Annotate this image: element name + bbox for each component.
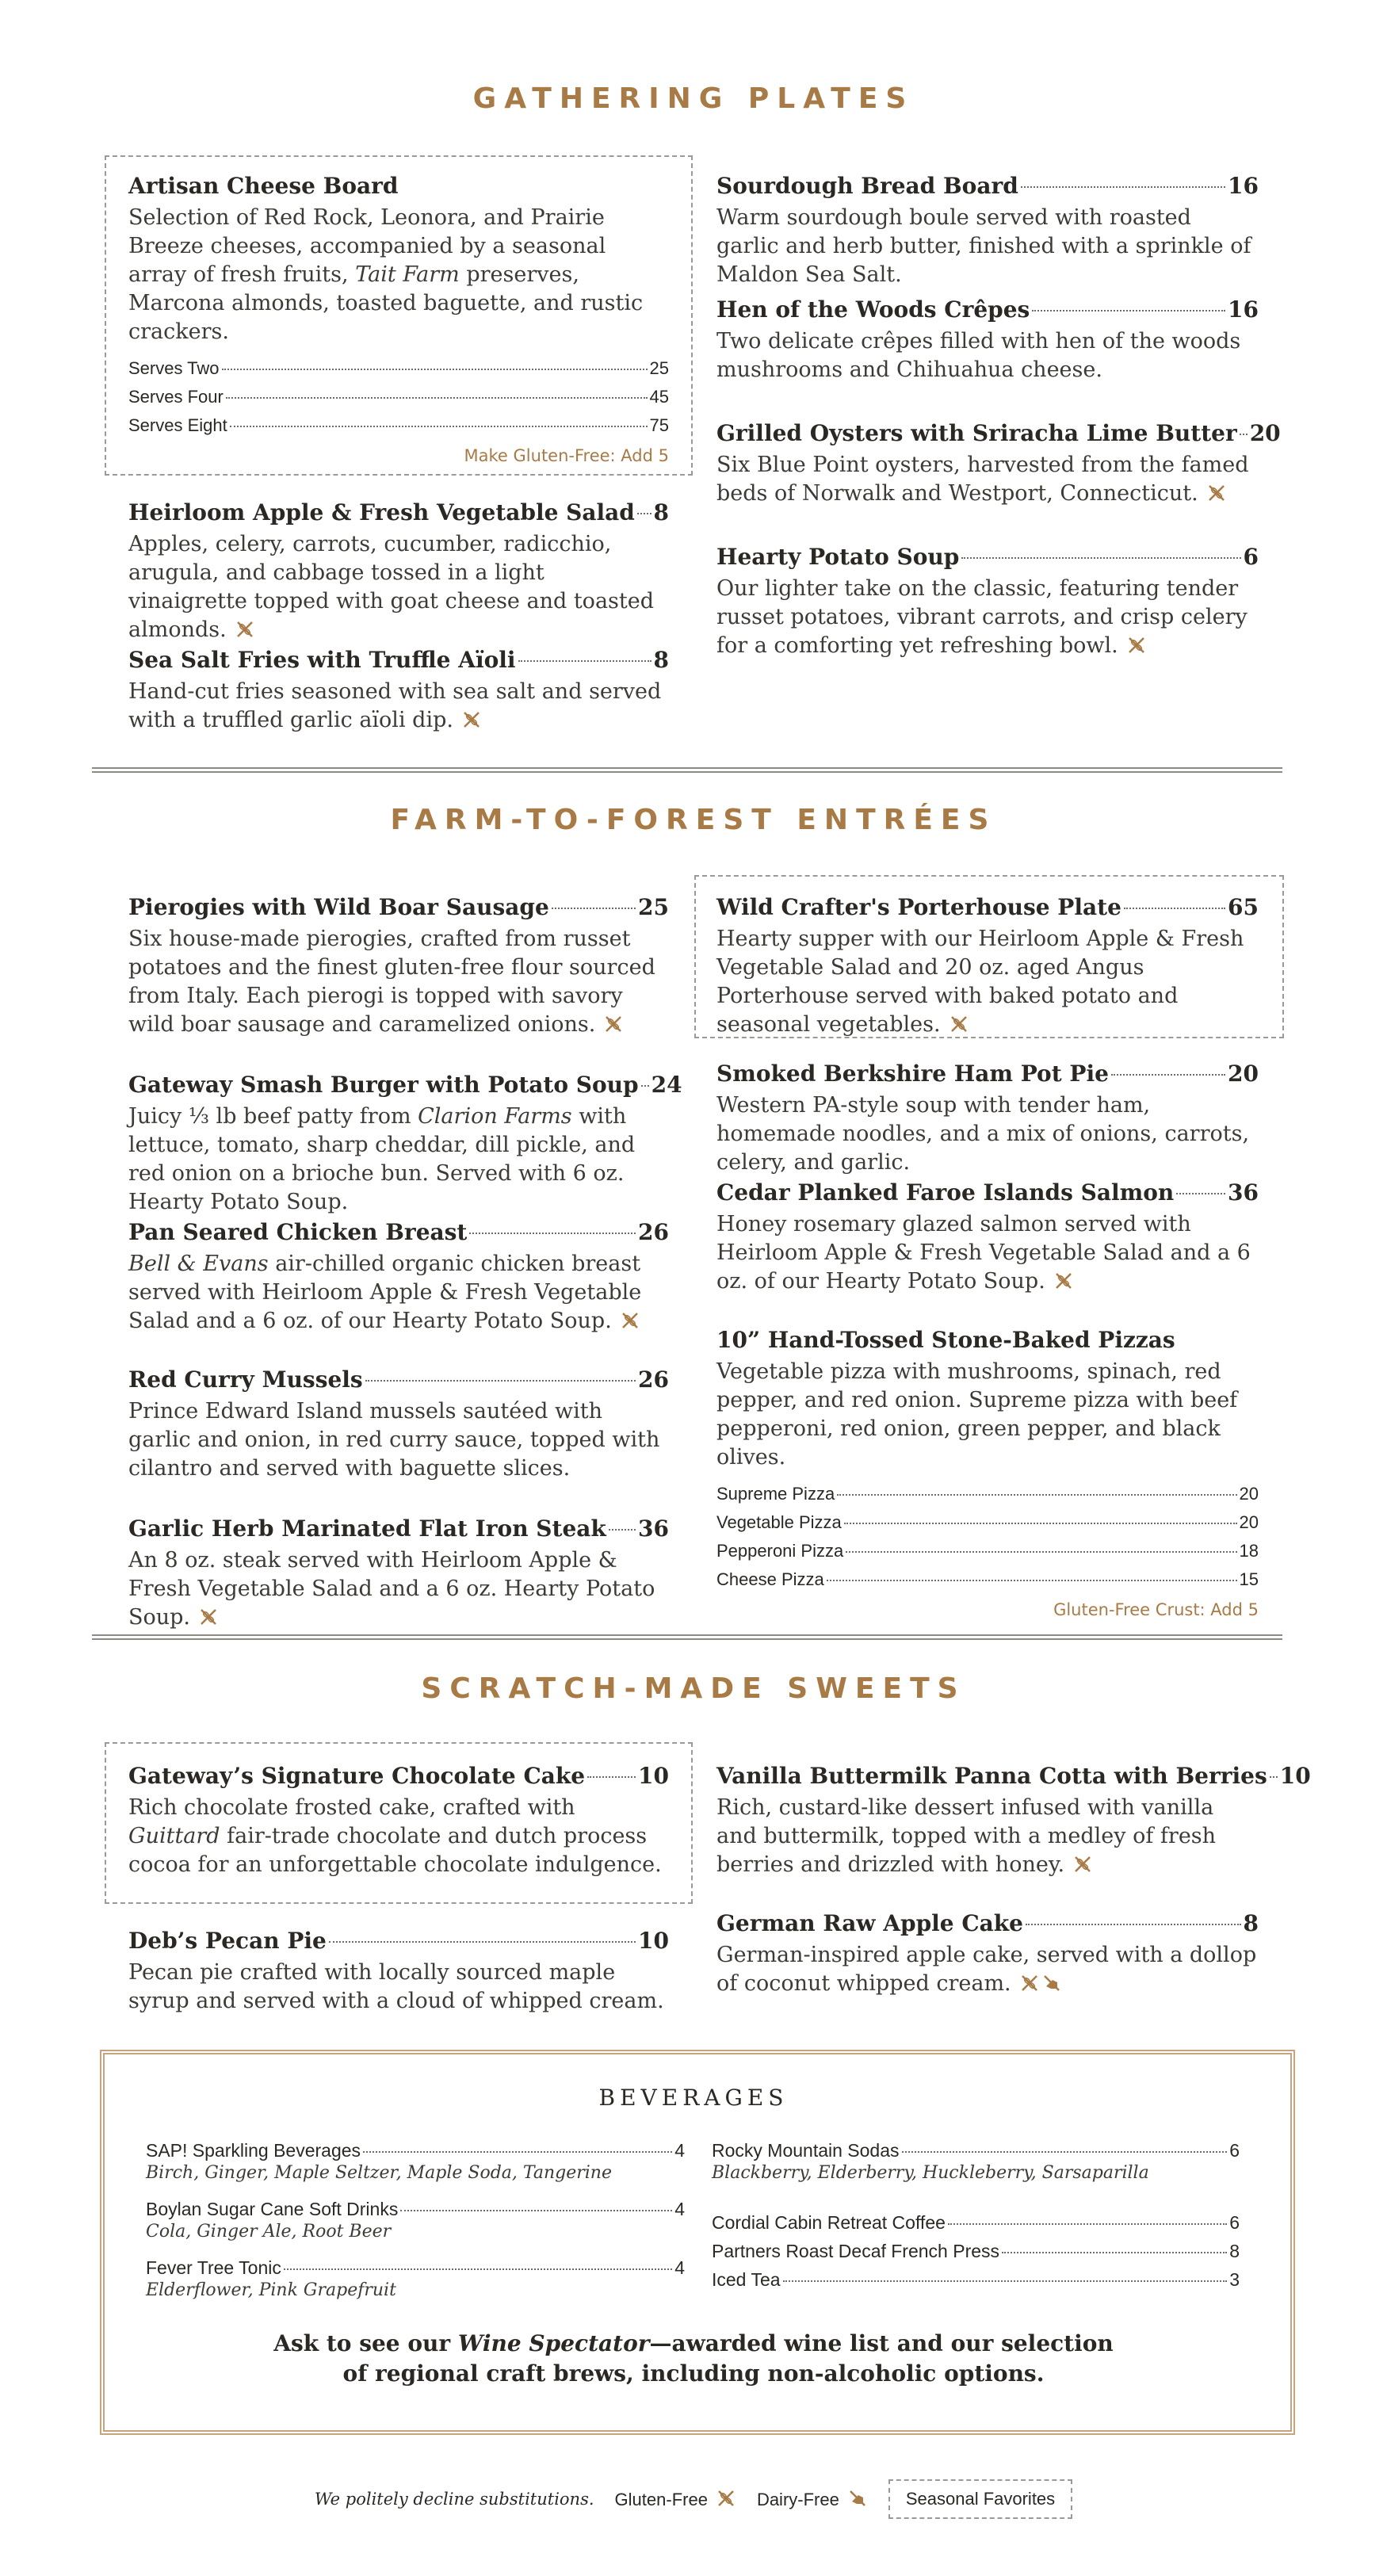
gluten-free-icon <box>1206 483 1227 503</box>
menu-item-panna-cotta: Vanilla Buttermilk Panna Cotta with Berries 10 Rich, custard-like dessert infused with vanilla and buttermilk, topped with a medley of fresh berries and drizzled with honey. <box>716 1763 1311 1877</box>
option-row: Pepperoni Pizza 18 <box>716 1541 1259 1561</box>
legend-seasonal-favorites: Seasonal Favorites <box>888 2479 1072 2519</box>
legend-dairy-free: Dairy-Free <box>757 2488 868 2510</box>
substitutions-note: We politely decline substitutions. <box>314 2490 594 2509</box>
beverage-item: SAP! Sparkling Beverages 4 Birch, Ginger, Maple Seltzer, Maple Soda, Tangerine <box>146 2140 685 2183</box>
beverages-title: BEVERAGES <box>598 2085 789 2111</box>
gluten-free-icon <box>198 1607 219 1627</box>
gluten-free-note: Make Gluten-Free: Add 5 <box>464 446 669 465</box>
menu-item-crepes: Hen of the Woods Crêpes 16 Two delicate crêpes filled with hen of the woods mushrooms and Chihuahua cheese. <box>716 296 1259 382</box>
beverage-item: Boylan Sugar Cane Soft Drinks 4 Cola, Ginger Ale, Root Beer <box>146 2199 685 2242</box>
menu-item-apple-cake: German Raw Apple Cake 8 German-inspired apple cake, served with a dollop of coconut whipped cream. <box>716 1910 1259 1996</box>
legend-gluten-free: Gluten-Free <box>615 2488 736 2510</box>
menu-item-pierogies: Pierogies with Wild Boar Sausage 25 Six house-made pierogies, crafted from russet potatoes and the finest gluten-free flour sourced from Italy. Each pierogi is topped with savory wild boar sausage and caramelized onions. <box>128 894 669 1037</box>
gluten-free-icon <box>1126 635 1147 655</box>
section-divider <box>92 767 1282 773</box>
gluten-free-icon <box>603 1014 624 1034</box>
beverage-item: Cordial Cabin Retreat Coffee 6 Partners Roast Decaf French Press 8 Iced Tea 3 <box>712 2212 1240 2290</box>
beverage-item: Rocky Mountain Sodas 6 Blackberry, Elderberry, Huckleberry, Sarsaparilla <box>712 2140 1240 2183</box>
section-divider <box>92 1634 1282 1640</box>
gluten-free-icon <box>1072 1854 1093 1875</box>
menu-item-pecan-pie: Deb’s Pecan Pie 10 Pecan pie crafted with locally sourced maple syrup and served with a cloud of whipped cream. <box>128 1928 669 2013</box>
option-row: Serves Eight 75 <box>128 415 669 435</box>
gluten-free-crust-note: Gluten-Free Crust: Add 5 <box>1053 1600 1259 1619</box>
menu-item-pizzas: 10” Hand-Tossed Stone-Baked Pizzas Vegetable pizza with mushrooms, spinach, red pepper, and red onion. Supreme pizza with beef pepperoni, red onion, green pepper, and black olives. Supreme Pizza 20 Vegetable Pizza 20 Pepperoni Pizza 18 Cheese Pizza 15 Gluten-Free Crust: Add 5 <box>716 1327 1259 1619</box>
section-title-entrees: FARM-TO-FOREST ENTRÉES <box>390 804 997 836</box>
option-row: Cheese Pizza 15 <box>716 1569 1259 1589</box>
menu-item-oysters: Grilled Oysters with Sriracha Lime Butter 20 Six Blue Point oysters, harvested from the famed beds of Norwalk and Westport, Connecticut. <box>716 420 1281 506</box>
dairy-free-icon <box>847 2488 868 2509</box>
option-row: Serves Four 45 <box>128 387 669 407</box>
section-title-sweets: SCRATCH-MADE SWEETS <box>421 1672 966 1705</box>
menu-item-ham-pot-pie: Smoked Berkshire Ham Pot Pie 20 Western PA-style soup with tender ham, homemade noodles, and a mix of onions, carrots, celery, and garlic. <box>716 1061 1259 1175</box>
gluten-free-icon <box>461 709 482 730</box>
gluten-free-icon <box>620 1310 640 1331</box>
menu-item-bread: Sourdough Bread Board 16 Warm sourdough boule served with roasted garlic and herb butter, finished with a sprinkle of Maldon Sea Salt. <box>716 173 1259 287</box>
gluten-free-icon <box>1053 1271 1074 1291</box>
item-desc: Selection of Red Rock, Leonora, and Prairie Breeze cheeses, accompanied by a seasonal array of fresh fruits, Tait Farm preserves, Marcona almonds, toasted baguette, and rustic crackers. <box>128 205 644 344</box>
option-row: Supreme Pizza 20 <box>716 1484 1259 1504</box>
gluten-free-icon <box>949 1014 969 1034</box>
gluten-free-icon <box>1019 1973 1040 1993</box>
section-title-gathering: GATHERING PLATES <box>472 82 915 115</box>
menu-item-potato-soup: Hearty Potato Soup 6 Our lighter take on the classic, featuring tender russet potatoes, vibrant carrots, and crisp celery for a comforting yet refreshing bowl. <box>716 544 1259 658</box>
gluten-free-icon <box>235 619 255 640</box>
menu-item-salmon: Cedar Planked Faroe Islands Salmon 36 Honey rosemary glazed salmon served with Heirloom Apple & Fresh Vegetable Salad and a 6 oz. of our Hearty Potato Soup. <box>716 1179 1259 1294</box>
menu-item-steak: Garlic Herb Marinated Flat Iron Steak 36 An 8 oz. steak served with Heirloom Apple & Fresh Vegetable Salad and a 6 oz. Hearty Potato Soup. <box>128 1515 669 1630</box>
dairy-free-icon <box>1041 1973 1062 1993</box>
menu-item-chocolate-cake: Gateway’s Signature Chocolate Cake 10 Rich chocolate frosted cake, crafted with Guittard fair-trade chocolate and dutch process cocoa for an unforgettable chocolate indulgence. <box>128 1763 669 1877</box>
option-row: Vegetable Pizza 20 <box>716 1512 1259 1532</box>
gluten-free-icon <box>716 2488 736 2509</box>
legend <box>0 2479 1387 2519</box>
menu-item-chicken: Pan Seared Chicken Breast 26 Bell & Evans air-chilled organic chicken breast served with Heirloom Apple & Fresh Vegetable Salad and a 6 oz. of our Hearty Potato Soup. <box>128 1219 669 1333</box>
menu-item-burger: Gateway Smash Burger with Potato Soup 24 Juicy ⅓ lb beef patty from Clarion Farms with lettuce, tomato, sharp cheddar, dill pickle, and red onion on a brioche bun. Served with 6 oz. Hearty Potato Soup. <box>128 1072 682 1214</box>
menu-item-fries: Sea Salt Fries with Truffle Aïoli 8 Hand-cut fries seasoned with sea salt and served with a truffled garlic aïoli dip. <box>128 647 669 732</box>
item-name: Artisan Cheese Board <box>128 173 399 199</box>
menu-item-cheese-board <box>128 173 669 465</box>
menu-item-porterhouse: Wild Crafter's Porterhouse Plate 65 Hearty supper with our Heirloom Apple & Fresh Vegetable Salad and 20 oz. aged Angus Porterhouse served with baked potato and seasonal vegetables. <box>716 894 1259 1037</box>
menu-item-mussels: Red Curry Mussels 26 Prince Edward Island mussels sautéed with garlic and onion, in red curry sauce, topped with cilantro and served with baguette slices. <box>128 1366 669 1481</box>
option-row: Serves Two 25 <box>128 358 669 378</box>
menu-item-salad: Heirloom Apple & Fresh Vegetable Salad 8 Apples, celery, carrots, cucumber, radicchio, arugula, and cabbage tossed in a light vinaigrette topped with goat cheese and toasted almonds. <box>128 499 669 642</box>
wine-list-note: Ask to see our Wine Spectator—awarded wine list and our selection of regional craft brews, including non-alcoholic options. <box>273 2330 1114 2387</box>
beverage-item: Fever Tree Tonic 4 Elderflower, Pink Grapefruit <box>146 2257 685 2300</box>
